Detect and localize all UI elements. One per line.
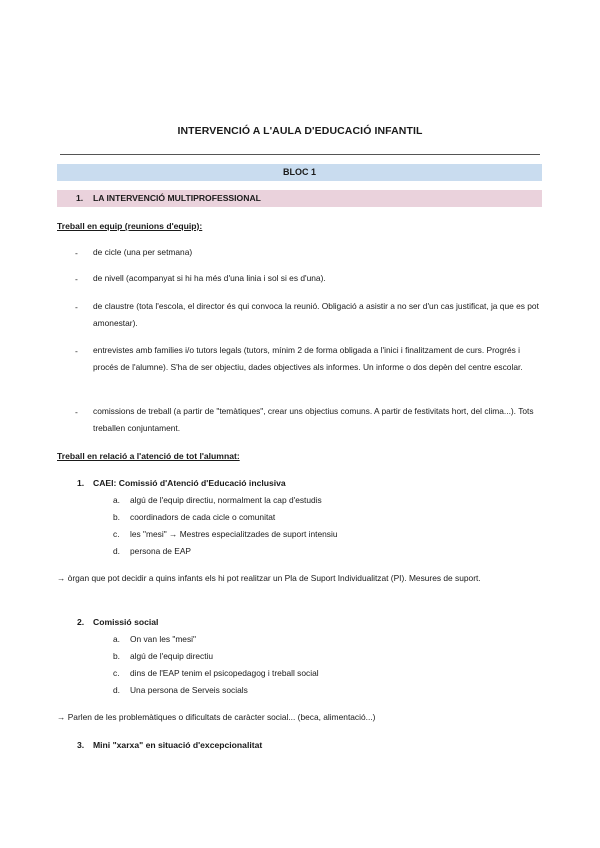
sub-item-text: coordinadors de cada cicle o comunitat [130,512,276,522]
list-title-caei: CAEI: Comissió d'Atenció d'Educació inclusiva [93,478,286,488]
bullet-marker: - [75,407,78,417]
note-caei: → òrgan que pot decidir a quins infants els hi pot realitzar un Pla de Suport Individualitzat (PI). Mesures de suport. [57,573,481,583]
heading-atencio-alumnat: Treball en relació a l'atenció de tot l'alumnat: [57,451,240,461]
bullet-text: de cicle (una per setmana) [93,247,193,257]
heading-treball-equip: Treball en equip (reunions d'equip): [57,221,203,231]
bullet-marker: - [75,248,78,258]
sub-item-text: Una persona de Serveis socials [130,685,248,695]
sub-item-text: persona de EAP [130,546,191,556]
section-title: LA INTERVENCIÓ MULTIPROFESSIONAL [93,193,261,203]
sub-letter: c. [113,668,120,678]
sub-item-text: algú de l'equip directiu, normalment la cap d'estudis [130,495,322,505]
sub-letter: c. [113,529,120,539]
section-header [57,190,542,207]
bullet-marker: - [75,302,78,312]
sub-letter: d. [113,546,120,556]
sub-letter: b. [113,651,120,661]
bullet-text: de claustre (tota l'escola, el director és qui convoca la reunió. Obligació a asistir a no ser d'un cas justificat, ja que es pot amonestar). [93,301,539,328]
bloc-header: BLOC 1 [57,164,542,181]
list-title-comissio-social: Comissió social [93,617,159,627]
list-number: 3. [77,740,85,750]
sub-letter: d. [113,685,120,695]
sub-item-text: dins de l'EAP tenim el psicopedagog i treball social [130,668,319,678]
sub-item-text: les "mesi" → Mestres especialitzades de suport intensiu [130,529,338,539]
sub-item-text: On van les "mesi" [130,634,196,644]
section-number: 1. [76,193,84,203]
note-comissio-social: → Parlen de les problemàtiques o dificultats de caràcter social... (beca, alimentació...) [57,712,376,722]
bullet-text: entrevistes amb families i/o tutors legals (tutors, mínim 2 de forma obligada a l'inici i finalitzament de curs. Progrés i procés de l'alumne). S'ha de ser objectiu, dades objectives als informes. Un informe o dos depèn del centre escolar. [93,345,523,372]
sub-letter: a. [113,495,120,505]
list-title-mini-xarxa: Mini "xarxa" en situació d'excepcionalitat [93,740,263,750]
bullet-text: comissions de treball (a partir de "temàtiques", crear uns objectius comuns. A partir de festivitats hort, del clima...). Tots treballen conjuntament. [93,406,534,433]
list-number: 2. [77,617,85,627]
document-title: INTERVENCIÓ A L'AULA D'EDUCACIÓ INFANTIL [177,125,423,137]
bullet-text: de nivell (acompanyat si hi ha més d'una linia i sol si es d'una). [93,273,326,283]
bullet-marker: - [75,346,78,356]
sub-letter: b. [113,512,120,522]
sub-item-text: algú de l'equip directiu [130,651,214,661]
sub-letter: a. [113,634,120,644]
bullet-marker: - [75,274,78,284]
list-number: 1. [77,478,85,488]
title-divider [60,154,540,155]
